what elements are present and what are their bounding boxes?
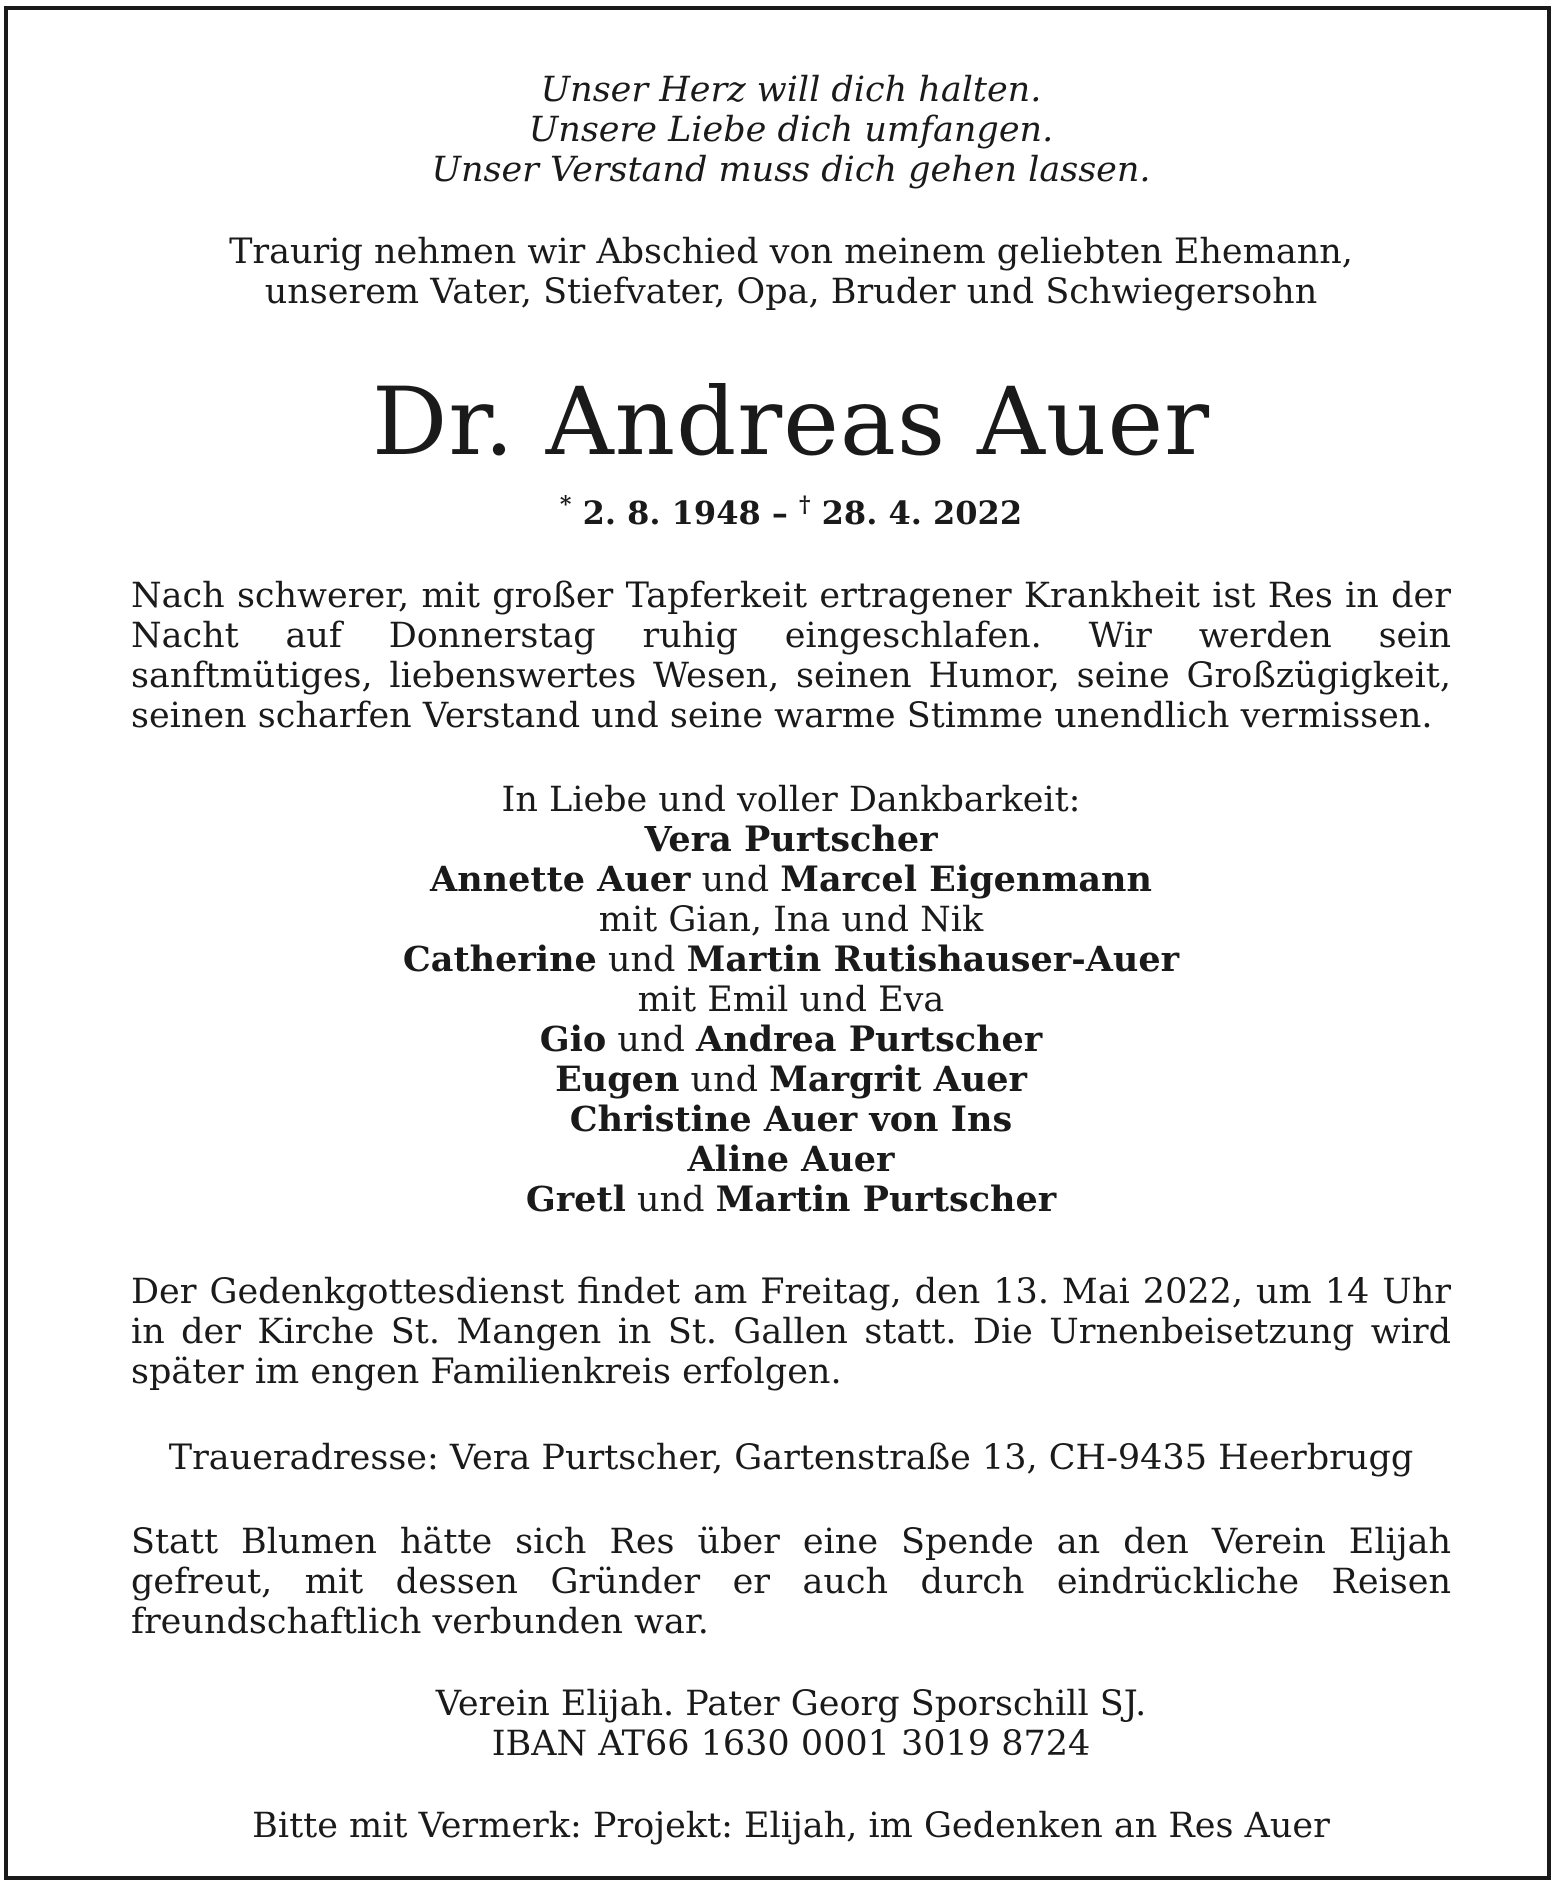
poem-line: Unsere Liebe dich umfangen. (528, 110, 1054, 150)
service-paragraph: Der Gedenkgottesdienst findet am Freitag, den 13. Mai 2022, um 14 Uhr in der Kirche St. Mangen in St. Gallen statt. Die Urnenbeisetzung wird später im engen Familienkreis erfolgen. (131, 1272, 1451, 1392)
birth-date: 2. 8. 1948 (582, 494, 761, 532)
intro-text (131, 232, 1451, 312)
family-row (131, 1060, 1451, 1100)
deceased-name: Dr. Andreas Auer (371, 368, 1211, 477)
family-member: Martin Purtscher (715, 1179, 1057, 1220)
death-symbol: † (799, 492, 811, 518)
obituary-frame (4, 6, 1551, 1880)
intro-line: unserem Vater, Stiefvater, Opa, Bruder und Schwiegersohn (264, 272, 1318, 312)
connector: und (690, 1060, 759, 1100)
family-member: Marcel Eigenmann (780, 859, 1152, 900)
family-member: Annette Auer (430, 859, 691, 900)
farewell-paragraph: Nach schwerer, mit großer Tapferkeit ertragener Krankheit ist Res in der Nacht auf Donnerstag ruhig eingeschlafen. Wir werden sein sanftmütiges, liebenswertes Wesen, seinen Humor, seine Großzügigkeit, seinen scharfen Verstand und seine warme Stimme unendlich vermissen. (131, 576, 1451, 736)
family-row (131, 940, 1451, 980)
family-member: Christine Auer von Ins (569, 1099, 1013, 1140)
poem-line: Unser Herz will dich halten. (540, 70, 1042, 110)
family-row (131, 820, 1451, 860)
bank-line: Verein Elijah. Pater Georg Sporschill SJ. (435, 1684, 1147, 1724)
intro-line: Traurig nehmen wir Abschied von meinem geliebten Ehemann, (229, 232, 1353, 272)
family-member: Aline Auer (687, 1139, 895, 1180)
connector: und (607, 940, 676, 980)
poem (131, 70, 1451, 190)
reference-note: Bitte mit Vermerk: Projekt: Elijah, im Gedenken an Res Auer (252, 1806, 1330, 1846)
family-member: Catherine (402, 939, 597, 980)
family-member: Vera Purtscher (644, 819, 938, 860)
family-member: Gio (539, 1019, 607, 1060)
family-member: Gretl (525, 1179, 626, 1220)
connector: und (701, 860, 770, 900)
family-member: Eugen (555, 1059, 680, 1100)
death-date: 28. 4. 2022 (821, 494, 1023, 532)
family-row (131, 1020, 1451, 1060)
family-row (131, 1140, 1451, 1180)
family-children: mit Gian, Ina und Nik (598, 900, 984, 940)
bank-line: IBAN AT66 1630 0001 3019 8724 (491, 1724, 1091, 1764)
obituary-content (131, 10, 1451, 1876)
family-list (131, 780, 1451, 1220)
birth-symbol: * (559, 492, 572, 518)
poem-line: Unser Verstand muss dich gehen lassen. (431, 150, 1151, 190)
family-row (131, 1100, 1451, 1140)
life-dates (131, 493, 1451, 533)
bank-details (131, 1684, 1451, 1764)
family-member: Martin Rutishauser-Auer (686, 939, 1180, 980)
connector: und (617, 1020, 685, 1060)
mourning-address: Traueradresse: Vera Purtscher, Gartenstraße 13, CH-9435 Heerbrugg (168, 1438, 1414, 1478)
family-children: mit Emil und Eva (637, 980, 945, 1020)
family-member: Margrit Auer (769, 1059, 1027, 1100)
donation-paragraph: Statt Blumen hätte sich Res über eine Spende an den Verein Elijah gefreut, mit dessen Gründer er auch durch eindrückliche Reisen freundschaftlich verbunden war. (131, 1522, 1451, 1642)
family-row (131, 1180, 1451, 1220)
date-separator: – (771, 494, 788, 532)
family-row (131, 860, 1451, 900)
family-heading: In Liebe und voller Dankbarkeit: (501, 780, 1081, 820)
connector: und (637, 1180, 705, 1220)
family-member: Andrea Purtscher (696, 1019, 1043, 1060)
